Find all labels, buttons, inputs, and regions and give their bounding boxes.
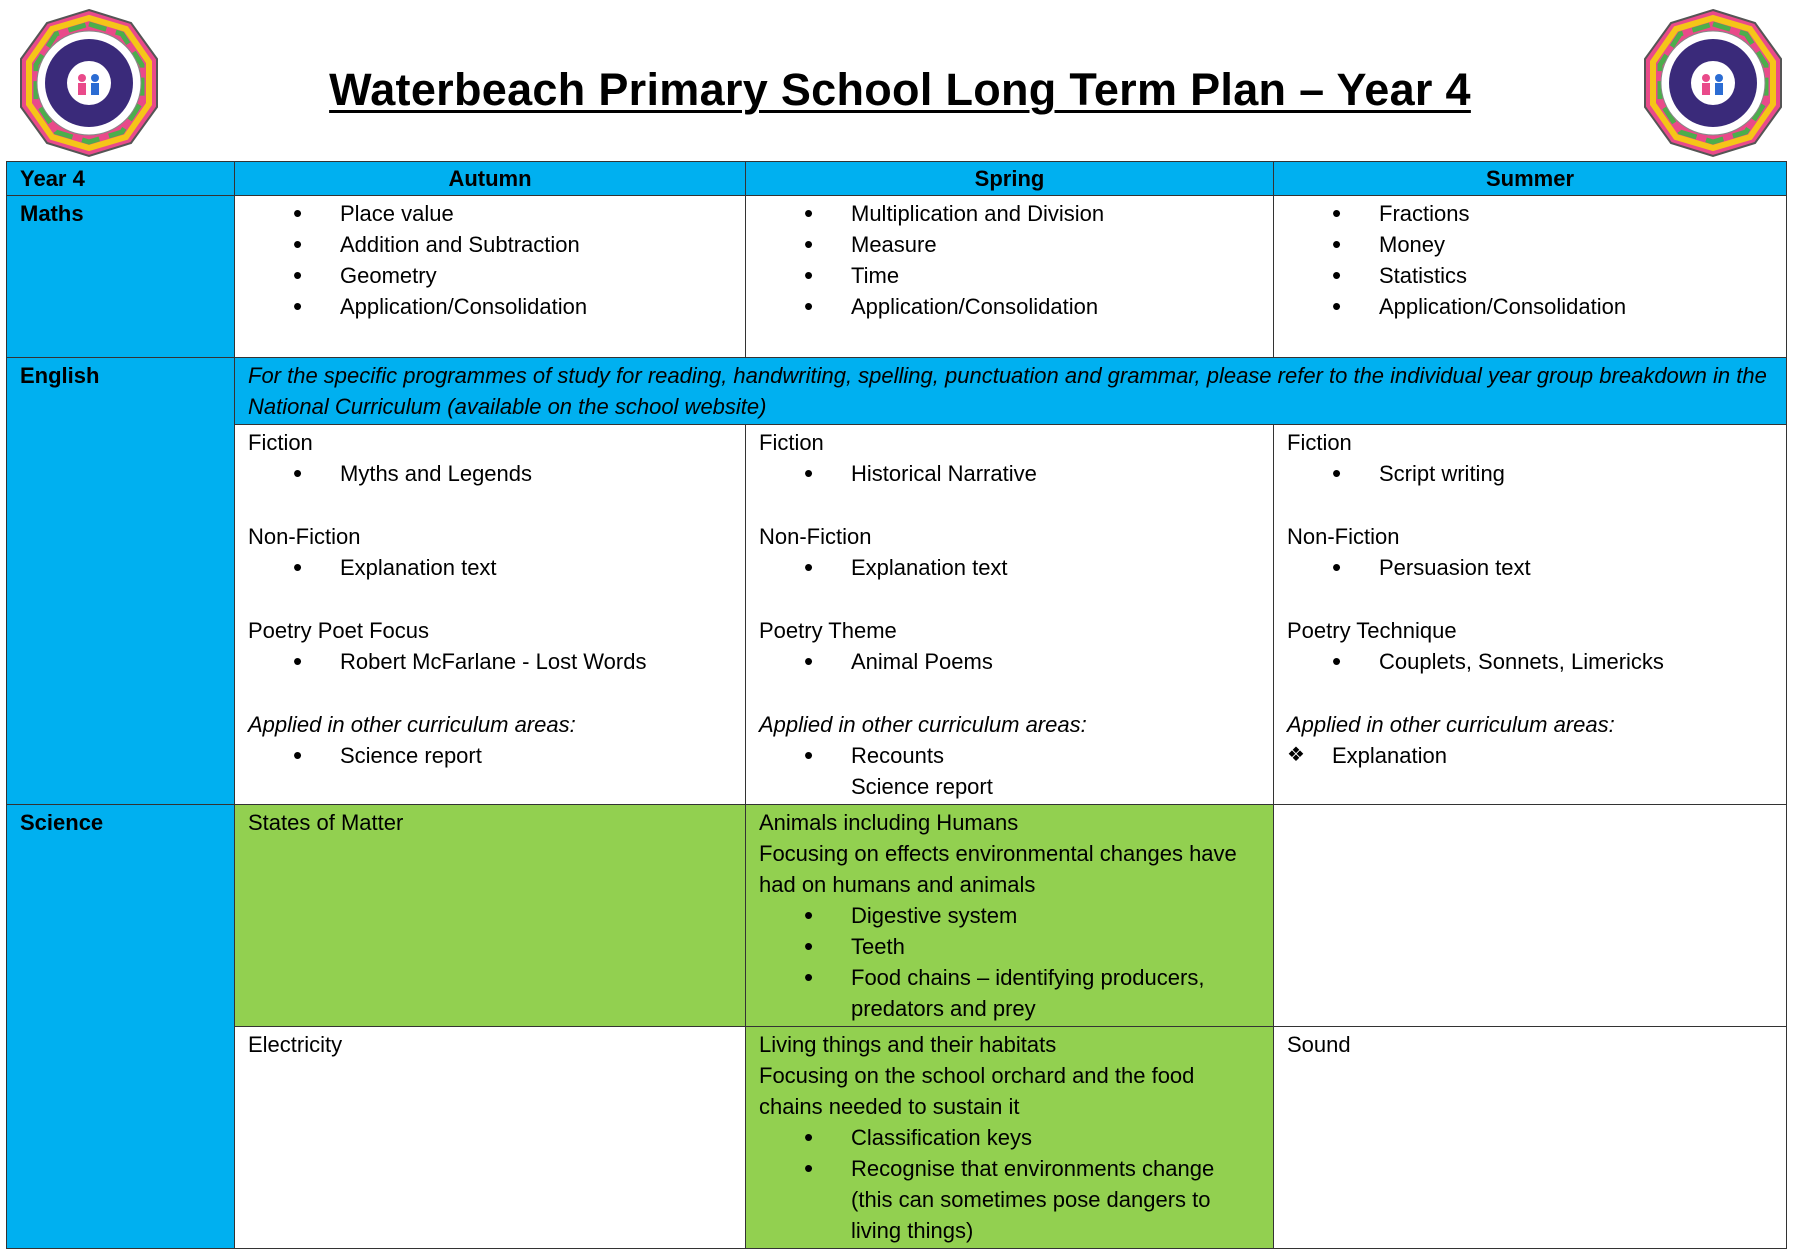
- maths-summer: [1274, 196, 1787, 358]
- list-item: • Food chains – identifying producers, predators and prey: [759, 962, 1260, 1024]
- fiction-heading: Fiction: [248, 430, 313, 455]
- english-summer: [1274, 425, 1787, 805]
- list-item: • Recounts: [759, 740, 1260, 771]
- applied-heading: Applied in other curriculum areas:: [1287, 712, 1615, 737]
- list-item: • Script writing: [1287, 458, 1773, 489]
- applied-heading: Applied in other curriculum areas:: [759, 712, 1087, 737]
- subject-science: Science: [7, 805, 235, 1249]
- applied-heading: Applied in other curriculum areas:: [248, 712, 576, 737]
- list-item: • Geometry: [248, 260, 732, 291]
- english-note: For the specific programmes of study for reading, handwriting, spelling, punctuation and grammar, please refer to the individual year group breakdown in the National Curriculum (available on the school website): [235, 358, 1787, 425]
- poetry-heading: Poetry Theme: [759, 618, 897, 643]
- science-row-2: [7, 1027, 1787, 1249]
- list-item: • Fractions: [1287, 198, 1773, 229]
- english-note-row: [7, 358, 1787, 425]
- list-item: • Animal Poems: [759, 646, 1260, 677]
- topic-title: Animals including Humans: [759, 810, 1019, 835]
- maths-row: [7, 196, 1787, 358]
- list-item: • Addition and Subtraction: [248, 229, 732, 260]
- list-item: • Application/Consolidation: [759, 291, 1260, 322]
- list-item: • Multiplication and Division: [759, 198, 1260, 229]
- nonfiction-heading: Non-Fiction: [759, 524, 872, 549]
- list-item: • Historical Narrative: [759, 458, 1260, 489]
- poetry-heading: Poetry Technique: [1287, 618, 1457, 643]
- list-item: • Time: [759, 260, 1260, 291]
- header-spring: Spring: [746, 162, 1274, 196]
- science-summer-2: Sound: [1274, 1027, 1787, 1249]
- maths-spring: [746, 196, 1274, 358]
- science-autumn-2: Electricity: [235, 1027, 746, 1249]
- science-spring-2: [746, 1027, 1274, 1249]
- list-item: • Measure: [759, 229, 1260, 260]
- subject-maths: Maths: [7, 196, 235, 358]
- header-summer: Summer: [1274, 162, 1787, 196]
- science-spring-1: [746, 805, 1274, 1027]
- english-spring: [746, 425, 1274, 805]
- topic-description: Focusing on effects environmental changes have had on humans and animals: [759, 841, 1237, 897]
- list-item: • Robert McFarlane - Lost Words: [248, 646, 732, 677]
- topic-description: Focusing on the school orchard and the food chains needed to sustain it: [759, 1063, 1195, 1119]
- list-item: • Teeth: [759, 931, 1260, 962]
- list-item: • Place value: [248, 198, 732, 229]
- poetry-heading: Poetry Poet Focus: [248, 618, 429, 643]
- long-term-plan-table: [6, 161, 1787, 1249]
- header-autumn: Autumn: [235, 162, 746, 196]
- list-item: • Explanation text: [248, 552, 732, 583]
- list-item: • Money: [1287, 229, 1773, 260]
- page-title: Waterbeach Primary School Long Term Plan – Year 4: [329, 64, 1471, 115]
- list-item: • Statistics: [1287, 260, 1773, 291]
- english-row: [7, 425, 1787, 805]
- header-year: Year 4: [7, 162, 235, 196]
- list-item: • Science report: [248, 740, 732, 771]
- list-item: • Couplets, Sonnets, Limericks: [1287, 646, 1773, 677]
- nonfiction-heading: Non-Fiction: [1287, 524, 1400, 549]
- list-item: • Application/Consolidation: [248, 291, 732, 322]
- list-item: • Myths and Legends: [248, 458, 732, 489]
- english-autumn: [235, 425, 746, 805]
- science-autumn-1: States of Matter: [235, 805, 746, 1027]
- header-row: [7, 162, 1787, 196]
- fiction-heading: Fiction: [1287, 430, 1352, 455]
- list-item: • Classification keys: [759, 1122, 1260, 1153]
- list-item: • Digestive system: [759, 900, 1260, 931]
- list-item: • Explanation text: [759, 552, 1260, 583]
- science-row-1: [7, 805, 1787, 1027]
- list-item: • Persuasion text: [1287, 552, 1773, 583]
- list-item: ❖ Explanation: [1287, 740, 1773, 771]
- nonfiction-heading: Non-Fiction: [248, 524, 361, 549]
- list-item-continued: Science report: [851, 774, 993, 799]
- topic-title: Living things and their habitats: [759, 1032, 1057, 1057]
- maths-autumn: [235, 196, 746, 358]
- subject-english: English: [7, 358, 235, 805]
- science-summer-1: [1274, 805, 1787, 1027]
- list-item: • Application/Consolidation: [1287, 291, 1773, 322]
- fiction-heading: Fiction: [759, 430, 824, 455]
- list-item: • Recognise that environments change (this can sometimes pose dangers to living things): [759, 1153, 1260, 1246]
